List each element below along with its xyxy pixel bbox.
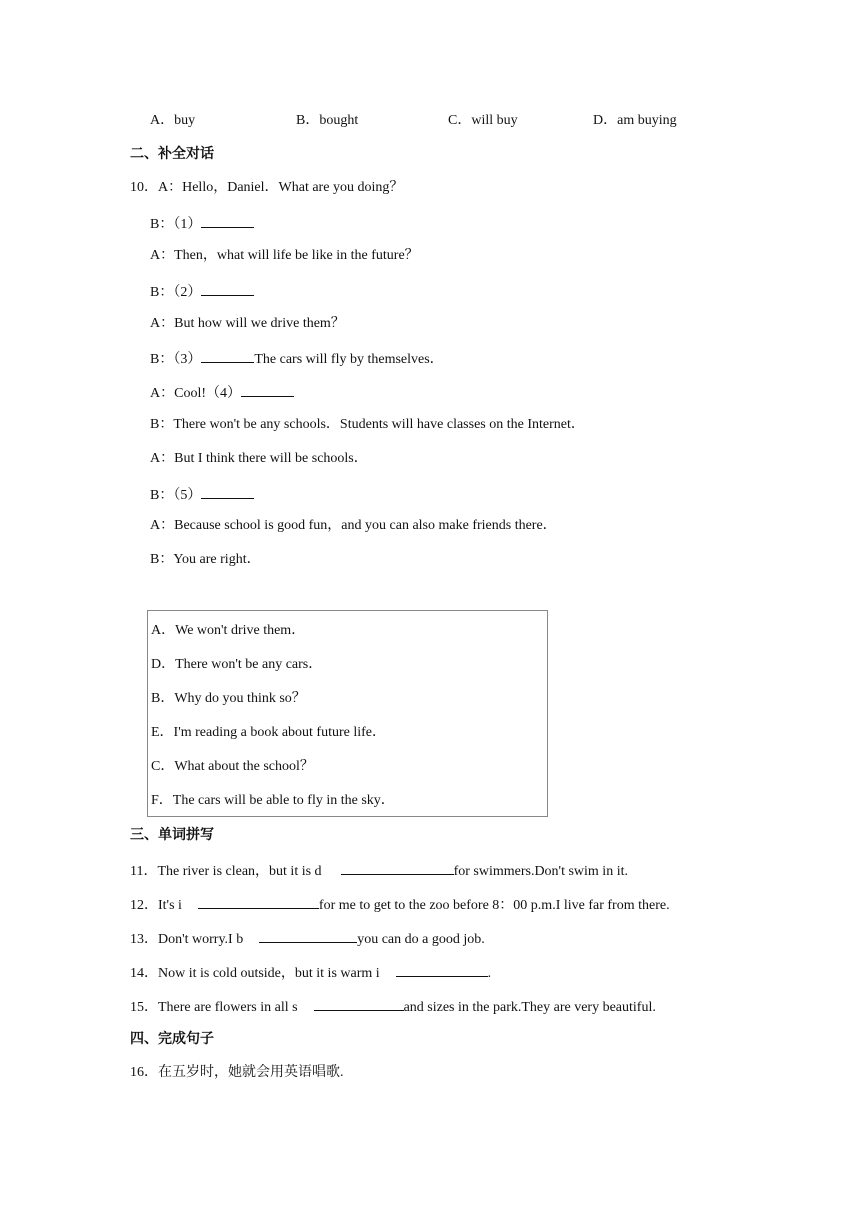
dialogue-text: B：（5） xyxy=(150,488,202,503)
dialogue-line-11: B：You are right． xyxy=(150,552,261,567)
answer-blank[interactable] xyxy=(241,382,294,397)
options-box xyxy=(147,610,548,817)
q13 xyxy=(130,928,485,949)
q10-intro: 10．A：Hello，Daniel．What are you doing？ xyxy=(130,180,404,195)
option-letter: C． xyxy=(448,113,472,128)
answer-blank[interactable] xyxy=(198,894,319,909)
question-text-after: you can do a good job. xyxy=(357,932,485,947)
answer-blank[interactable] xyxy=(314,996,404,1011)
section3-heading: 三、单词拼写 xyxy=(130,827,214,843)
box-option-c: C．What about the school？ xyxy=(151,759,314,774)
q9-option-a xyxy=(150,112,195,130)
dialogue-line-3 xyxy=(150,281,254,302)
dialogue-text: B：（1） xyxy=(150,217,202,232)
dialogue-line-9 xyxy=(150,484,254,505)
answer-blank[interactable] xyxy=(201,281,254,296)
q9-option-b xyxy=(296,112,358,130)
question-text-after: . xyxy=(487,966,492,981)
option-text: buy xyxy=(174,113,196,128)
question-text-after: for swimmers.Don't swim in it. xyxy=(453,864,628,879)
answer-blank[interactable] xyxy=(201,484,254,499)
dialogue-text-after: The cars will fly by themselves． xyxy=(254,352,444,367)
box-option-d: D．There won't be any cars． xyxy=(151,657,323,672)
question-text-after: and sizes in the park.They are very beautiful. xyxy=(403,1000,656,1015)
q9-option-d xyxy=(593,112,677,130)
q9-option-c xyxy=(448,112,518,130)
option-text: will buy xyxy=(471,113,518,128)
question-text: 12．It's i xyxy=(130,898,182,913)
box-option-a: A．We won't drive them． xyxy=(151,623,306,638)
question-text: 11．The river is clean，but it is d xyxy=(130,864,322,879)
question-text: 15．There are flowers in all s xyxy=(130,1000,298,1015)
section2-heading: 二、补全对话 xyxy=(130,146,214,162)
q12 xyxy=(130,894,670,915)
question-text: 13．Don't worry.I b xyxy=(130,932,244,947)
dialogue-text: A：Cool!（4） xyxy=(150,386,241,401)
q11 xyxy=(130,860,628,881)
dialogue-text: B：（3） xyxy=(150,352,202,367)
option-text: bought xyxy=(319,113,359,128)
q14 xyxy=(130,962,491,983)
dialogue-line-7: B：There won't be any schools．Students will have classes on the Internet． xyxy=(150,417,585,432)
option-letter: A． xyxy=(150,113,175,128)
dialogue-line-8: A：But I think there will be schools． xyxy=(150,451,368,466)
option-text: am buying xyxy=(617,113,677,128)
option-letter: D． xyxy=(593,113,618,128)
q15 xyxy=(130,996,656,1017)
answer-blank[interactable] xyxy=(201,348,254,363)
box-option-f: F．The cars will be able to fly in the sky． xyxy=(151,793,395,808)
dialogue-line-5 xyxy=(150,348,444,369)
answer-blank[interactable] xyxy=(259,928,357,943)
question-text-after: for me to get to the zoo before 8：00 p.m.I live far from there. xyxy=(318,898,670,913)
dialogue-line-10: A：Because school is good fun，and you can also make friends there． xyxy=(150,518,557,533)
dialogue-line-2: A：Then，what will life be like in the future？ xyxy=(150,248,419,263)
dialogue-line-1 xyxy=(150,213,254,234)
dialogue-text: B：（2） xyxy=(150,285,202,300)
q16: 16．在五岁时，她就会用英语唱歌. xyxy=(130,1065,344,1080)
box-option-b: B．Why do you think so？ xyxy=(151,691,306,706)
section4-heading: 四、完成句子 xyxy=(130,1031,214,1047)
dialogue-line-6 xyxy=(150,382,294,403)
question-text: 14．Now it is cold outside，but it is warm i xyxy=(130,966,380,981)
option-letter: B． xyxy=(296,113,320,128)
answer-blank[interactable] xyxy=(341,860,454,875)
box-option-e: E．I'm reading a book about future life． xyxy=(151,725,387,740)
dialogue-line-4: A：But how will we drive them？ xyxy=(150,316,345,331)
answer-blank[interactable] xyxy=(201,213,254,228)
answer-blank[interactable] xyxy=(396,962,488,977)
